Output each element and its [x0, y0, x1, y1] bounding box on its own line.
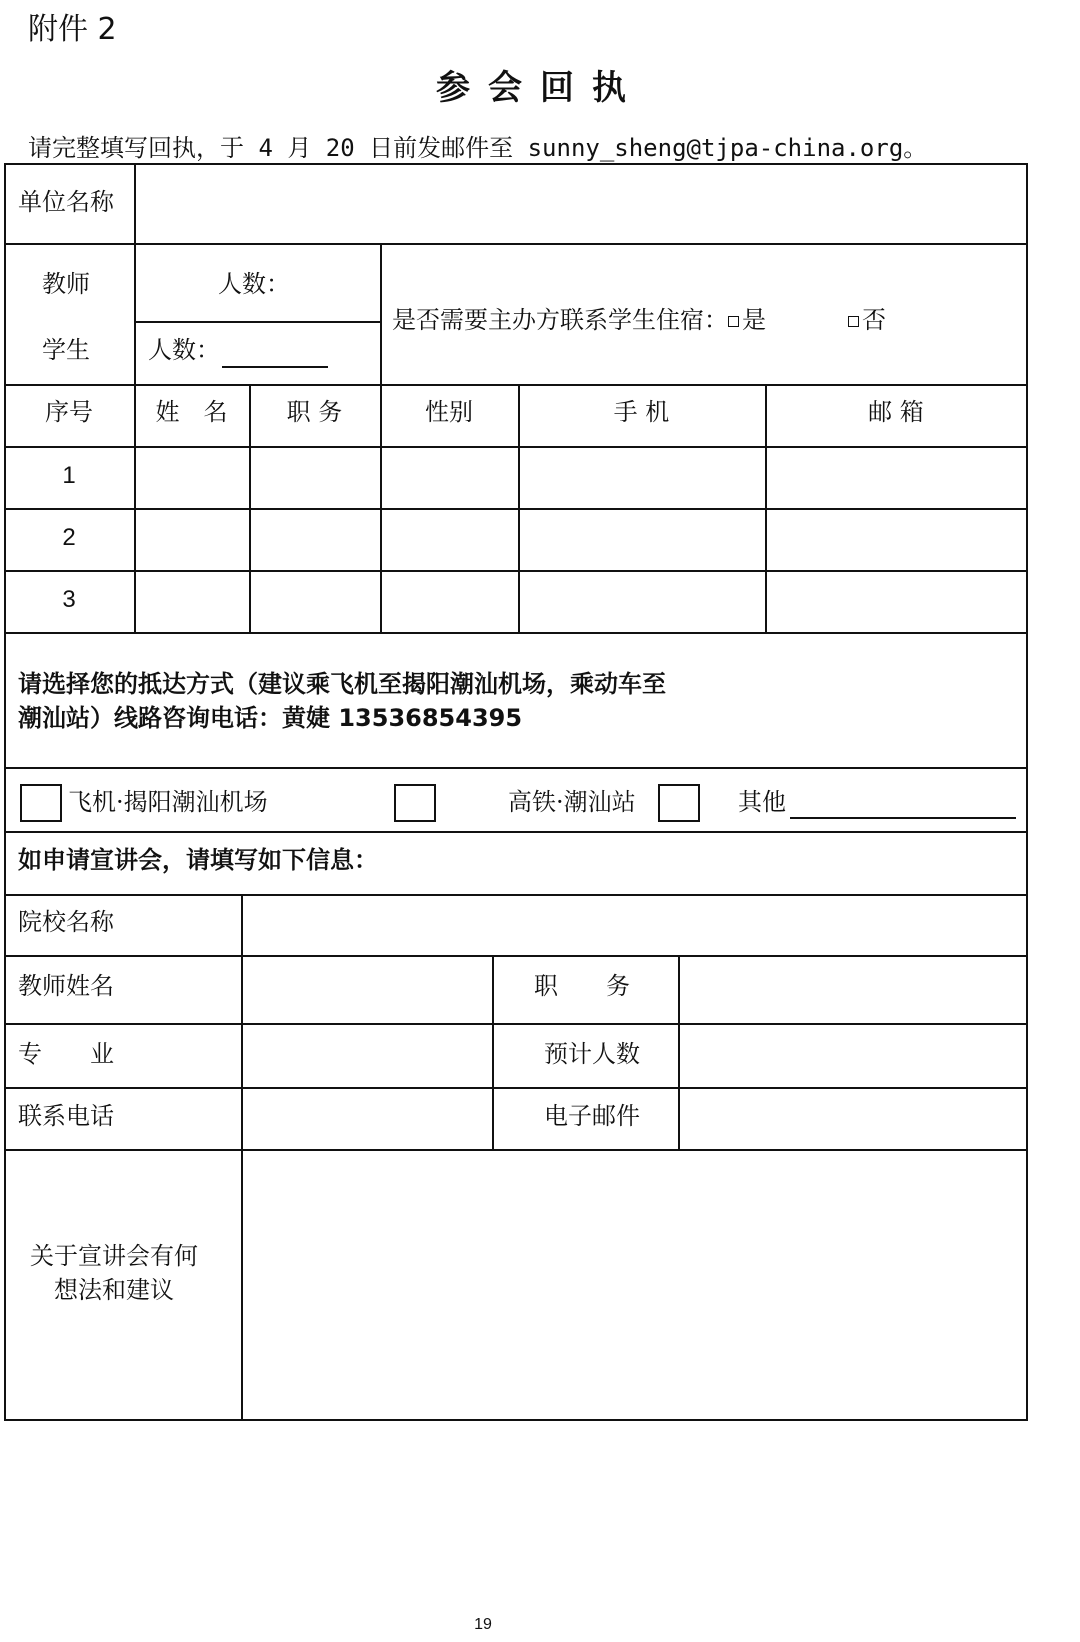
form-title: 参会回执 — [436, 68, 644, 108]
teacher-count-label: 人数： — [218, 270, 290, 298]
column-header-email: 邮 箱 — [868, 398, 924, 426]
suggestion-field[interactable] — [243, 1151, 1026, 1419]
student-label: 学生 — [42, 336, 90, 364]
plane-checkbox[interactable] — [20, 784, 62, 822]
attachment-label: 附件 2 — [28, 12, 117, 47]
housing-no-option — [848, 308, 886, 332]
plane-option-label: 飞机·揭阳潮汕机场 — [68, 788, 268, 816]
arrival-instruction-line2: 潮汕站）线路咨询电话：黄婕 13536854395 — [18, 704, 523, 732]
expected-count-label: 预计人数 — [544, 1040, 640, 1068]
student-count-field[interactable] — [222, 366, 328, 368]
train-checkbox-left[interactable] — [394, 784, 436, 822]
housing-no-checkbox[interactable] — [848, 316, 859, 327]
contact-phone-label: 联系电话 — [18, 1102, 114, 1130]
suggestion-label-line1: 关于宣讲会有何 — [30, 1242, 198, 1270]
unit-name-field[interactable] — [136, 165, 1026, 243]
teacher-label: 教师 — [42, 270, 90, 298]
train-option-label: 高铁·潮汕站 — [508, 788, 636, 816]
row-number-3: 3 — [62, 586, 76, 613]
page-number: 19 — [474, 1616, 492, 1633]
column-header-position: 职 务 — [286, 398, 343, 426]
email-label: 电子邮件 — [544, 1102, 640, 1130]
column-header-mobile: 手 机 — [613, 398, 670, 426]
other-checkbox[interactable] — [658, 784, 700, 822]
housing-yes-label: 是 — [742, 306, 766, 334]
other-option-label: 其他 — [738, 788, 786, 816]
suggestion-label-line2: 想法和建议 — [54, 1276, 174, 1304]
instruction-text: 请完整填写回执，于 4 月 20 日前发邮件至 sunny_sheng@tjpa-china.org。 — [28, 134, 928, 162]
housing-yes-checkbox[interactable] — [728, 316, 739, 327]
teacher-name-label: 教师姓名 — [18, 972, 114, 1000]
column-header-name: 姓 名 — [155, 398, 228, 426]
position-label: 职 务 — [534, 972, 630, 1000]
housing-question — [392, 308, 766, 332]
housing-question-text: 是否需要主办方联系学生住宿： — [392, 306, 728, 334]
column-header-gender: 性别 — [425, 398, 473, 426]
arrival-instruction-line1: 请选择您的抵达方式（建议乘飞机至揭阳潮汕机场，乘动车至 — [18, 670, 666, 698]
other-text-field[interactable] — [790, 817, 1016, 819]
column-header-index: 序号 — [45, 398, 93, 426]
seminar-heading: 如申请宣讲会，请填写如下信息： — [18, 846, 378, 874]
row-number-1: 1 — [62, 462, 76, 489]
student-count-label: 人数： — [148, 336, 220, 364]
unit-name-label: 单位名称 — [18, 188, 114, 216]
school-name-field[interactable] — [243, 896, 1026, 955]
housing-no-label: 否 — [862, 306, 886, 334]
major-label: 专 业 — [18, 1040, 114, 1068]
row-number-2: 2 — [62, 524, 76, 551]
school-name-label: 院校名称 — [18, 908, 114, 936]
